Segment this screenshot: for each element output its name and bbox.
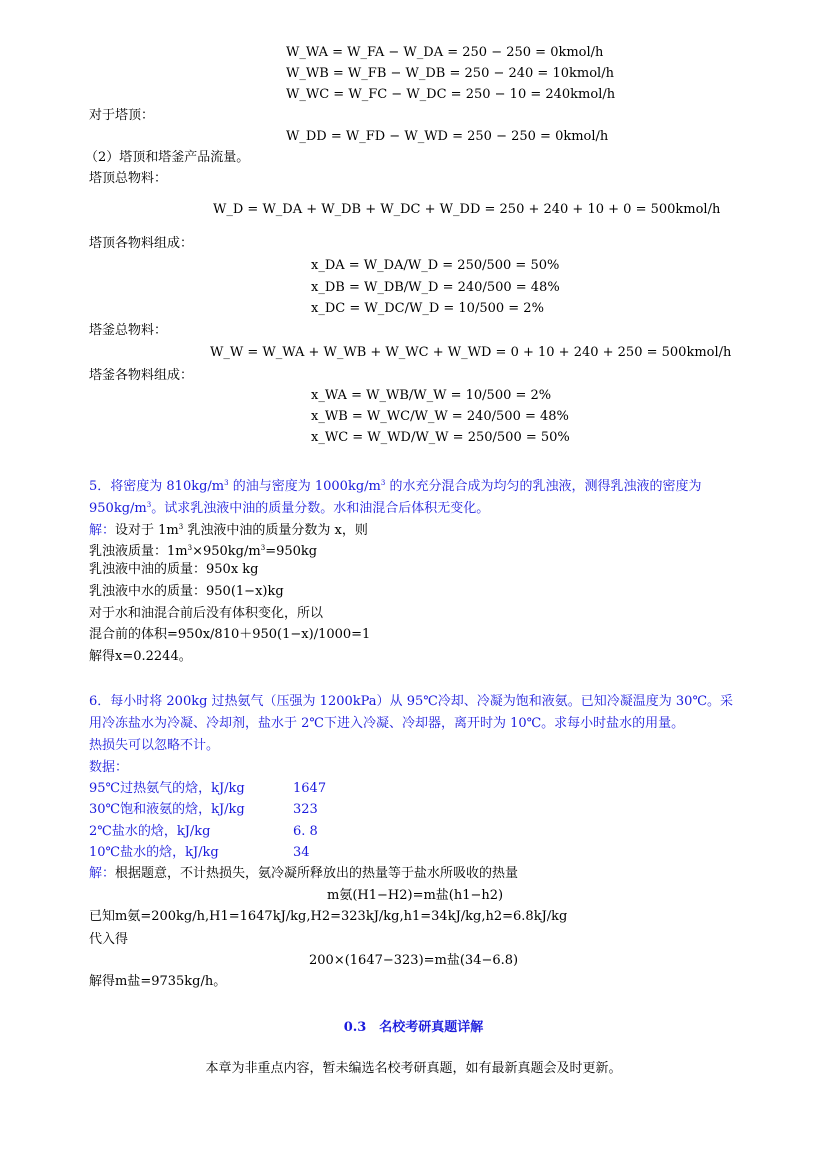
superscript: 3	[260, 544, 266, 552]
q5-note: 对于水和油混合前后没有体积变化，所以	[89, 606, 324, 621]
q6-data-row	[89, 824, 210, 840]
q6-substituted-equation: 200×(1647−323)=m盐(34−6.8)	[309, 953, 519, 968]
q5-solution-intro	[89, 519, 368, 539]
q5-text: 的油与密度为 1000kg/m	[228, 479, 381, 494]
q5-line-2	[89, 497, 489, 517]
label-bottoms-total: 塔釜总物料：	[89, 323, 168, 338]
q5-value: =950x/810＋950(1−x)/1000=1	[167, 627, 371, 642]
equation-text: x_DB = W_DB/W_D = 240/500 = 48%	[311, 280, 560, 295]
section-note: 本章为非重点内容，暂未编选名校考研真题，如有最新真题会及时更新。	[205, 1061, 622, 1076]
equation-text: x_WB = W_WC/W_W = 240/500 = 48%	[311, 409, 569, 424]
q5-oil-mass-line	[89, 562, 259, 578]
equation-text: x_WC = W_WD/W_W = 250/500 = 50%	[311, 430, 570, 445]
equation-text: W_WB = W_FB − W_DB = 250 − 240 = 10kmol/h	[286, 66, 614, 81]
equation-xdc	[311, 301, 544, 317]
q5-text: 。试求乳浊液中油的质量分数。水和油混合后体积无变化。	[151, 501, 490, 516]
q6-data-row	[89, 802, 245, 818]
equation-wwc	[286, 87, 615, 103]
superscript: 3	[178, 523, 184, 531]
q5-value: ×950kg/m	[192, 544, 261, 559]
q5-text: 设对于 1m	[115, 523, 179, 538]
data-row-label: 95℃过热氨气的焓，kJ/kg	[89, 781, 245, 796]
equation-text: W_WC = W_FC − W_DC = 250 − 10 = 240kmol/h	[286, 87, 616, 102]
q6-data-row-value: 34	[293, 845, 310, 860]
q5-line-1	[89, 475, 701, 495]
q5-value: =950kg	[265, 544, 318, 559]
q6-known-values: 已知m氨=200kg/h,H1=1647kJ/kg,H2=323kJ/kg,h1=34kJ/kg,h2=6.8kJ/kg	[89, 909, 568, 924]
subheading-product-flow: （2）塔顶和塔釜产品流量。	[85, 150, 250, 165]
q5-text: 5．将密度为 810kg/m	[89, 479, 225, 494]
q5-label: 乳浊液质量：	[89, 544, 168, 559]
superscript: 3	[146, 501, 152, 509]
q6-data-row	[89, 845, 219, 861]
label-distillate-total: 塔顶总物料：	[89, 171, 168, 186]
equation-xdb	[311, 280, 560, 296]
q5-label: 乳浊液中油的质量：	[89, 562, 207, 577]
q6-result: 解得m盐=9735kg/h。	[89, 974, 227, 989]
q6-line-3: 热损失可以忽略不计。	[89, 738, 220, 753]
equation-wwb	[286, 66, 614, 82]
equation-text: x_WA = W_WB/W_W = 10/500 = 2%	[311, 388, 552, 403]
q6-data-row	[89, 781, 245, 797]
q6-data-row-value: 1647	[293, 781, 327, 796]
q5-label: 乳浊液中水的质量：	[89, 584, 207, 599]
q5-text: 的水充分混合成为均匀的乳浊液，测得乳浊液的密度为	[385, 479, 702, 494]
superscript: 3	[380, 479, 386, 487]
solution-label: 解：	[89, 523, 116, 538]
q5-water-mass-line	[89, 584, 284, 600]
equation-text: x_DA = W_DA/W_D = 250/500 = 50%	[311, 258, 560, 273]
equation-wdd	[286, 129, 608, 145]
q6-balance-equation: m氨(H1−H2)=m盐(h1−h2)	[327, 888, 504, 903]
equation-xwc	[311, 430, 570, 446]
q5-value: 1m	[167, 544, 188, 559]
q6-text: 根据题意，不计热损失，氨冷凝所释放出的热量等于盐水所吸收的热量	[115, 866, 519, 881]
q6-line-1: 6．每小时将 200kg 过热氨气（压强为 1200kPa）从 95℃冷却、冷凝为饱和液氨。已知冷凝温度为 30℃。采	[89, 694, 733, 709]
q6-line-2: 用冷冻盐水为冷凝、冷却剂，盐水于 2℃下进入冷凝、冷却器，离开时为 10℃。求每小时盐水的用量。	[89, 716, 685, 731]
equation-xda	[311, 258, 559, 274]
equation-text: x_DC = W_DC/W_D = 10/500 = 2%	[311, 301, 544, 316]
equation-wwa	[286, 45, 603, 61]
q6-data-row-value: 6. 8	[293, 824, 318, 839]
data-row-label: 2℃盐水的焓，kJ/kg	[89, 824, 211, 839]
equation-text: W_W = W_WA + W_WB + W_WC + W_WD = 0 + 10 + 240 + 250 = 500kmol/h	[210, 345, 732, 360]
label-bottoms-composition: 塔釜各物料组成：	[89, 368, 194, 383]
q5-result: 解得x=0.2244。	[89, 649, 192, 664]
data-row-label: 10℃盐水的焓，kJ/kg	[89, 845, 219, 860]
q5-label: 混合前的体积	[89, 627, 168, 642]
section-heading: 0.3 名校考研真题详解	[343, 1020, 484, 1035]
equation-ww	[210, 345, 731, 361]
equation-xwb	[311, 409, 569, 425]
q6-substitute-label: 代入得	[89, 932, 129, 947]
equation-xwa	[311, 388, 551, 404]
q5-volume-line	[89, 627, 370, 643]
superscript: 3	[187, 544, 193, 552]
superscript: 3	[224, 479, 229, 487]
equation-text: W_DD = W_FD − W_WD = 250 − 250 = 0kmol/h	[286, 129, 609, 144]
label-distillate-composition: 塔顶各物料组成：	[89, 236, 194, 251]
q5-value: 950(1−x)kg	[206, 584, 284, 599]
q5-mass-line	[89, 540, 317, 560]
label-tower-top: 对于塔顶：	[89, 108, 155, 123]
equation-wd	[213, 202, 720, 218]
q5-text: 950kg/m	[89, 501, 147, 516]
equation-text: W_D = W_DA + W_DB + W_DC + W_DD = 250 + 240 + 10 + 0 = 500kmol/h	[213, 202, 721, 217]
q5-text: 乳浊液中油的质量分数为 x，则	[183, 523, 368, 538]
q6-solution-intro	[89, 866, 518, 882]
equation-text: W_WA = W_FA − W_DA = 250 − 250 = 0kmol/h	[286, 45, 604, 60]
q6-data-row-value: 323	[293, 802, 318, 817]
q5-value: 950x kg	[206, 562, 259, 577]
q6-data-label: 数据：	[89, 760, 129, 775]
data-row-label: 30℃饱和液氨的焓，kJ/kg	[89, 802, 245, 817]
solution-label: 解：	[89, 866, 116, 881]
